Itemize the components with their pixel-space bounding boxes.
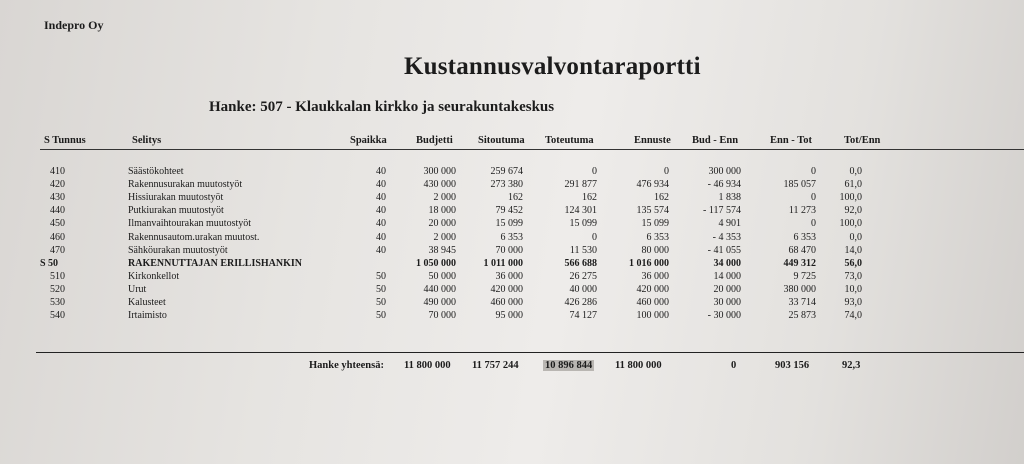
cell-enntot: 380 000 [783,283,816,295]
cell-budjetti: 430 000 [423,179,456,191]
header-selitys: Selitys [132,135,162,146]
cell-toteutuma: 74 127 [569,310,597,322]
table-row [0,258,1024,271]
cell-ennuste: 36 000 [641,270,669,282]
cell-ennuste: 6 353 [646,231,669,243]
header-toteutuma: Toteutuma [545,135,594,146]
cell-selitys: Irtaimisto [128,310,167,322]
cell-toteutuma: 162 [582,192,597,204]
cell-ennuste: 1 016 000 [629,257,669,269]
cell-toteutuma: 26 275 [569,270,597,282]
cell-totenn: 14,0 [844,244,862,256]
cell-ennuste: 80 000 [641,244,669,256]
cell-budjetti: 2 000 [433,231,456,243]
cell-budenn: 1 838 [718,192,741,204]
cell-toteutuma: 124 301 [564,205,597,217]
cell-totenn: 100,0 [839,218,862,230]
cell-selitys: Putkiurakan muutostyöt [128,205,224,217]
table-row [0,218,1024,231]
cell-spaikka: 40 [376,231,386,243]
table-row [0,179,1024,192]
cell-spaikka: 50 [376,297,386,308]
cell-totenn: 0,0 [849,166,862,177]
cell-tunnus: 410 [50,166,65,177]
cell-tunnus: 540 [50,310,65,322]
cell-toteutuma: 15 099 [569,218,597,230]
cell-toteutuma: 426 286 [564,297,597,308]
cell-enntot: 6 353 [793,231,816,243]
cell-spaikka: 40 [376,218,386,230]
cell-sitoutuma: 1 011 000 [483,257,523,269]
header-ennuste: Ennuste [634,135,671,146]
cell-sitoutuma: 6 353 [500,231,523,243]
cell-budenn: 30 000 [713,297,741,308]
project-subtitle: Hanke: 507 - Klaukkalan kirkko ja seurakuntakeskus [209,99,555,115]
cell-ennuste: 476 934 [636,179,669,191]
cell-budjetti: 1 050 000 [416,257,456,269]
cell-toteutuma: 291 877 [564,179,597,191]
cell-sitoutuma: 259 674 [490,166,523,177]
header-totenn: Tot/Enn [844,135,881,146]
cell-totenn: 56,0 [844,257,862,269]
cell-enntot: 0 [811,218,816,230]
cell-selitys: Kirkonkellot [128,270,180,282]
total-rule [36,352,1024,353]
cell-budenn: 34 000 [713,257,741,269]
cell-tunnus: 530 [50,297,65,308]
cell-enntot: 185 057 [783,179,816,191]
cell-spaikka: 50 [376,283,386,295]
cell-ennuste: 15 099 [641,218,669,230]
cell-budjetti: 38 945 [428,244,456,256]
cell-budenn: 14 000 [713,270,741,282]
cell-selitys: Säästökohteet [128,166,184,177]
table-row [0,232,1024,245]
cell-selitys: RAKENNUTTAJAN ERILLISHANKIN [128,257,303,269]
cell-totenn: 100,0 [839,192,862,204]
total-label: Hanke yhteensä: [309,360,384,371]
table-row [0,192,1024,205]
cell-spaikka: 50 [376,310,386,322]
total-enntot: 903 156 [775,360,810,371]
cell-totenn: 73,0 [844,270,862,282]
cell-toteutuma: 40 000 [569,283,597,295]
cell-totenn: 93,0 [844,297,862,308]
table-row [0,271,1024,284]
total-ennuste: 11 800 000 [615,360,662,371]
cell-sitoutuma: 273 380 [490,179,523,191]
table-row [0,297,1024,310]
table-row [0,284,1024,297]
cell-budjetti: 50 000 [428,270,456,282]
cell-budenn: - 41 055 [707,244,741,256]
cell-sitoutuma: 70 000 [495,244,523,256]
cell-selitys: Rakennusurakan muutostyöt [128,179,243,191]
cell-budjetti: 70 000 [428,310,456,322]
cell-tunnus: 470 [50,244,65,256]
cell-spaikka: 40 [376,192,386,204]
cell-toteutuma: 566 688 [564,257,597,269]
cell-enntot: 68 470 [788,244,816,256]
cell-ennuste: 420 000 [636,283,669,295]
cell-spaikka: 40 [376,205,386,217]
cell-enntot: 11 273 [788,205,816,217]
cell-ennuste: 460 000 [636,297,669,308]
cell-tunnus: S 50 [40,257,59,269]
cell-sitoutuma: 420 000 [490,283,523,295]
total-totenn: 92,3 [842,360,861,371]
cell-toteutuma: 0 [592,231,597,243]
cell-budenn: 300 000 [708,166,741,177]
cell-spaikka: 40 [376,244,386,256]
company-name: Indepro Oy [44,18,104,32]
cell-budjetti: 2 000 [433,192,456,204]
cell-budjetti: 440 000 [423,283,456,295]
cell-budjetti: 490 000 [423,297,456,308]
cell-sitoutuma: 79 452 [495,205,523,217]
cell-sitoutuma: 36 000 [495,270,523,282]
cell-enntot: 33 714 [788,297,816,308]
cell-budjetti: 18 000 [428,205,456,217]
cell-ennuste: 100 000 [636,310,669,322]
total-sitoutuma: 11 757 244 [472,360,519,371]
cell-budenn: - 4 353 [712,231,741,243]
header-sitoutuma: Sitoutuma [478,135,525,146]
cell-budenn: - 117 574 [703,205,741,217]
cell-spaikka: 50 [376,270,386,282]
cell-ennuste: 0 [664,166,669,177]
cell-enntot: 449 312 [783,257,816,269]
cell-enntot: 9 725 [793,270,816,282]
cell-tunnus: 420 [50,179,65,191]
cell-selitys: Hissiurakan muutostyöt [128,192,224,204]
table-row [0,205,1024,218]
cell-tunnus: 520 [50,283,65,295]
cell-tunnus: 440 [50,205,65,217]
total-toteutuma: 10 896 844 [545,360,593,371]
table-row [0,166,1024,179]
cell-budenn: 4 901 [718,218,741,230]
cell-budenn: - 30 000 [707,310,741,322]
header-budenn: Bud - Enn [692,135,739,146]
header-spaikka: Spaikka [350,135,387,146]
cell-totenn: 0,0 [849,231,862,243]
cell-enntot: 0 [811,192,816,204]
table-row [0,310,1024,323]
total-budjetti: 11 800 000 [404,360,451,371]
header-tunnus: S Tunnus [44,135,86,146]
table-row [0,245,1024,258]
cell-budjetti: 300 000 [423,166,456,177]
cell-selitys: Urut [128,283,147,295]
cell-sitoutuma: 162 [508,192,523,204]
cell-budenn: - 46 934 [707,179,741,191]
cell-spaikka: 40 [376,179,386,191]
cell-selitys: Kalusteet [128,297,166,308]
cell-selitys: Rakennusautom.urakan muutost. [128,231,260,243]
cell-tunnus: 460 [50,231,65,243]
cell-tunnus: 510 [50,270,65,282]
cell-sitoutuma: 95 000 [495,310,523,322]
cell-ennuste: 162 [654,192,669,204]
cell-totenn: 61,0 [844,179,862,191]
cell-spaikka: 40 [376,166,386,177]
cell-enntot: 25 873 [788,310,816,322]
cell-totenn: 10,0 [844,283,862,295]
cell-toteutuma: 11 530 [569,244,597,256]
cell-toteutuma: 0 [592,166,597,177]
cell-budenn: 20 000 [713,283,741,295]
report-title: Kustannusvalvontaraportti [404,53,701,80]
cell-sitoutuma: 460 000 [490,297,523,308]
cell-tunnus: 450 [50,218,65,230]
header-enntot: Enn - Tot [770,135,813,146]
cell-ennuste: 135 574 [636,205,669,217]
header-budjetti: Budjetti [416,135,453,146]
cell-totenn: 74,0 [844,310,862,322]
cell-sitoutuma: 15 099 [495,218,523,230]
total-budenn: 0 [731,360,737,371]
cell-selitys: Sähköurakan muutostyöt [128,244,228,256]
cell-budjetti: 20 000 [428,218,456,230]
cell-enntot: 0 [811,166,816,177]
header-rule [40,149,1024,150]
cell-tunnus: 430 [50,192,65,204]
cell-selitys: Ilmanvaihtourakan muutostyöt [128,218,252,230]
cell-totenn: 92,0 [844,205,862,217]
